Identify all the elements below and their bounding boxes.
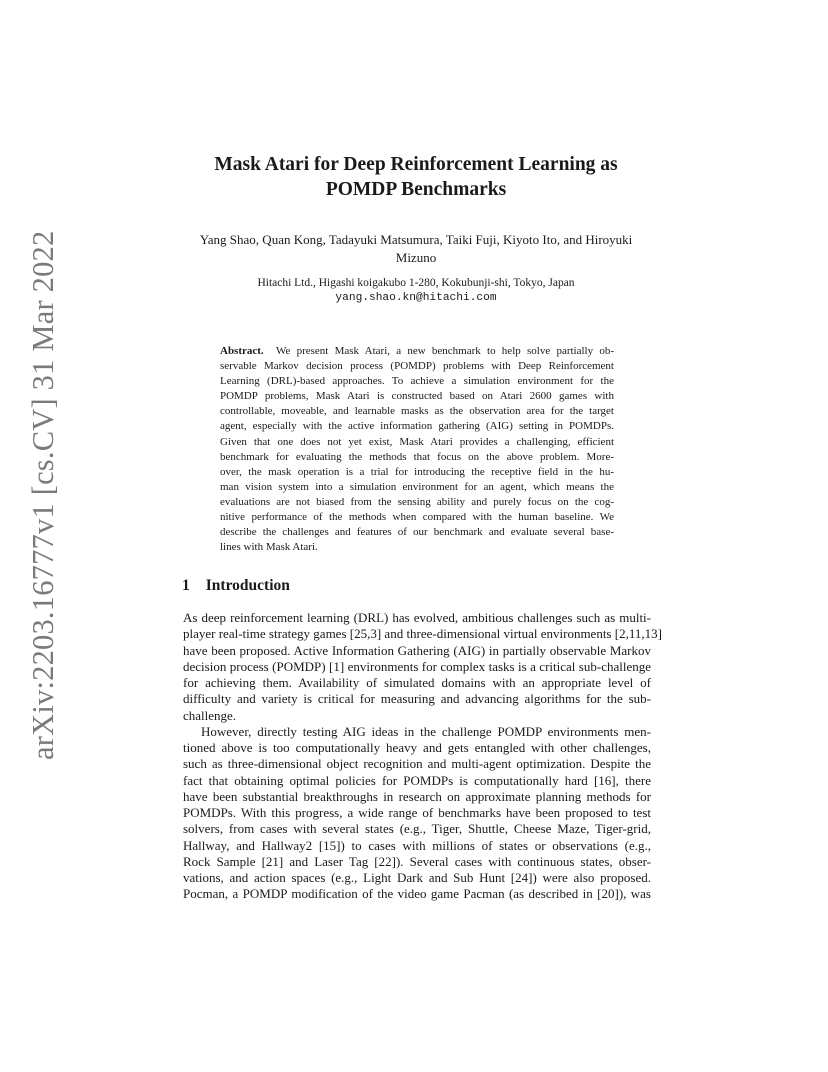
abstract-line: POMDP problems, Mask Atari is constructed based on Atari 2600 games with <box>220 390 614 403</box>
abstract-label: Abstract. <box>220 345 264 357</box>
body-line: for achieving them. Availability of simulated domains with an appropriate level of <box>183 675 651 690</box>
abstract-line: lines with Mask Atari. <box>220 541 318 554</box>
introduction-body <box>183 610 662 903</box>
body-line: such as three-dimensional object recognition and multi-agent optimization. Despite the <box>183 756 651 772</box>
body-line: have been proposed. Active Information Gathering (AIG) in partially observable Markov <box>183 642 651 658</box>
author-email: yang.shao.kn@hitachi.com <box>335 292 497 304</box>
section-number: 1 <box>182 577 190 594</box>
abstract-line: Learning (DRL)-based approaches. To achieve a simulation environment for the <box>220 375 614 388</box>
body-line: decision process (POMDP) [1] environments for complex tasks is a critical sub-challenge <box>183 658 651 674</box>
section-title: Introduction <box>205 577 290 594</box>
body-line: Rock Sample [21] and Laser Tag [22]). Several cases with continuous states, obser- <box>183 853 651 869</box>
abstract-line: servable Markov decision process (POMDP) problems with Deep Reinforcement <box>220 360 614 373</box>
abstract-line: agent, especially with the active information gathering (AIG) setting in POMDPs. <box>220 420 614 433</box>
body-line: player real-time strategy games [25,3] and three-dimensional virtual environments [2,11,13] <box>183 626 662 642</box>
author-list <box>174 231 658 267</box>
abstract-first-line: We present Mask Atari, a new benchmark to help solve partially ob- <box>275 345 614 357</box>
abstract-line: describe the challenges and features of our benchmark and evaluate several base- <box>220 526 614 539</box>
body-line: tioned above is too computationally heavy and gets entangled with other challenges, <box>183 740 651 755</box>
title-line: Mask Atari for Deep Reinforcement Learning as <box>214 154 618 175</box>
abstract-line: man vision system into a simulation environment for an agent, which means the <box>220 480 614 493</box>
body-line: POMDPs. With this progress, a wide range of benchmarks have been proposed to test <box>183 805 651 820</box>
abstract-line: Given that one does not yet exist, Mask Atari provides a challenging, efficient <box>220 435 614 448</box>
body-line: solvers, from cases with several states (e.g., Tiger, Shuttle, Cheese Maze, Tiger-grid, <box>183 821 651 837</box>
abstract-line: controllable, moveable, and learnable masks as the observation area for the target <box>220 405 614 418</box>
title-line: POMDP Benchmarks <box>325 179 507 200</box>
abstract-line <box>220 344 614 359</box>
abstract-line: evaluations are not biased from the sensing ability and purely focus on the cog- <box>220 495 614 508</box>
abstract-line: benchmark for evaluating the methods that focus on the above problem. More- <box>220 450 614 463</box>
abstract-line: over, the mask operation is a trial for introducing the receptive field in the hu- <box>220 465 614 478</box>
affiliation: Hitachi Ltd., Higashi koigakubo 1-280, Kokubunji-shi, Tokyo, Japan <box>257 277 575 289</box>
arxiv-identifier-stamp: arXiv:2203.16777v1 [cs.CV] 31 Mar 2022 <box>26 230 60 760</box>
author-line: Yang Shao, Quan Kong, Tadayuki Matsumura, Taiki Fuji, Kiyoto Ito, and Hiroyuki <box>199 232 633 247</box>
paper-title <box>150 152 682 202</box>
body-line: fact that obtaining optimal policies for POMDPs is computationally hard [16], there <box>183 772 651 788</box>
section-heading-introduction <box>182 576 290 596</box>
abstract <box>220 344 614 555</box>
body-line: Hallway, and Hallway2 [15]) to cases with millions of states or observations (e.g., <box>183 837 651 853</box>
body-line: vations, and action spaces (e.g., Light Dark and Sub Hunt [24]) were also proposed. <box>183 870 651 885</box>
body-line: Pocman, a POMDP modification of the video game Pacman (as described in [20]), was <box>183 886 651 902</box>
body-line: have been substantial breakthroughs in research on approximate planning methods for <box>183 788 651 804</box>
body-line: However, directly testing AIG ideas in the challenge POMDP environments men- <box>201 723 651 739</box>
body-line: As deep reinforcement learning (DRL) has evolved, ambitious challenges such as multi- <box>183 610 651 625</box>
body-line: difficulty and variety is critical for measuring and advancing algorithms for the sub- <box>183 691 651 707</box>
body-line: challenge. <box>183 707 237 723</box>
abstract-line: nitive performance of the methods when compared with the human baseline. We <box>220 511 614 524</box>
author-line: Mizuno <box>395 250 437 265</box>
